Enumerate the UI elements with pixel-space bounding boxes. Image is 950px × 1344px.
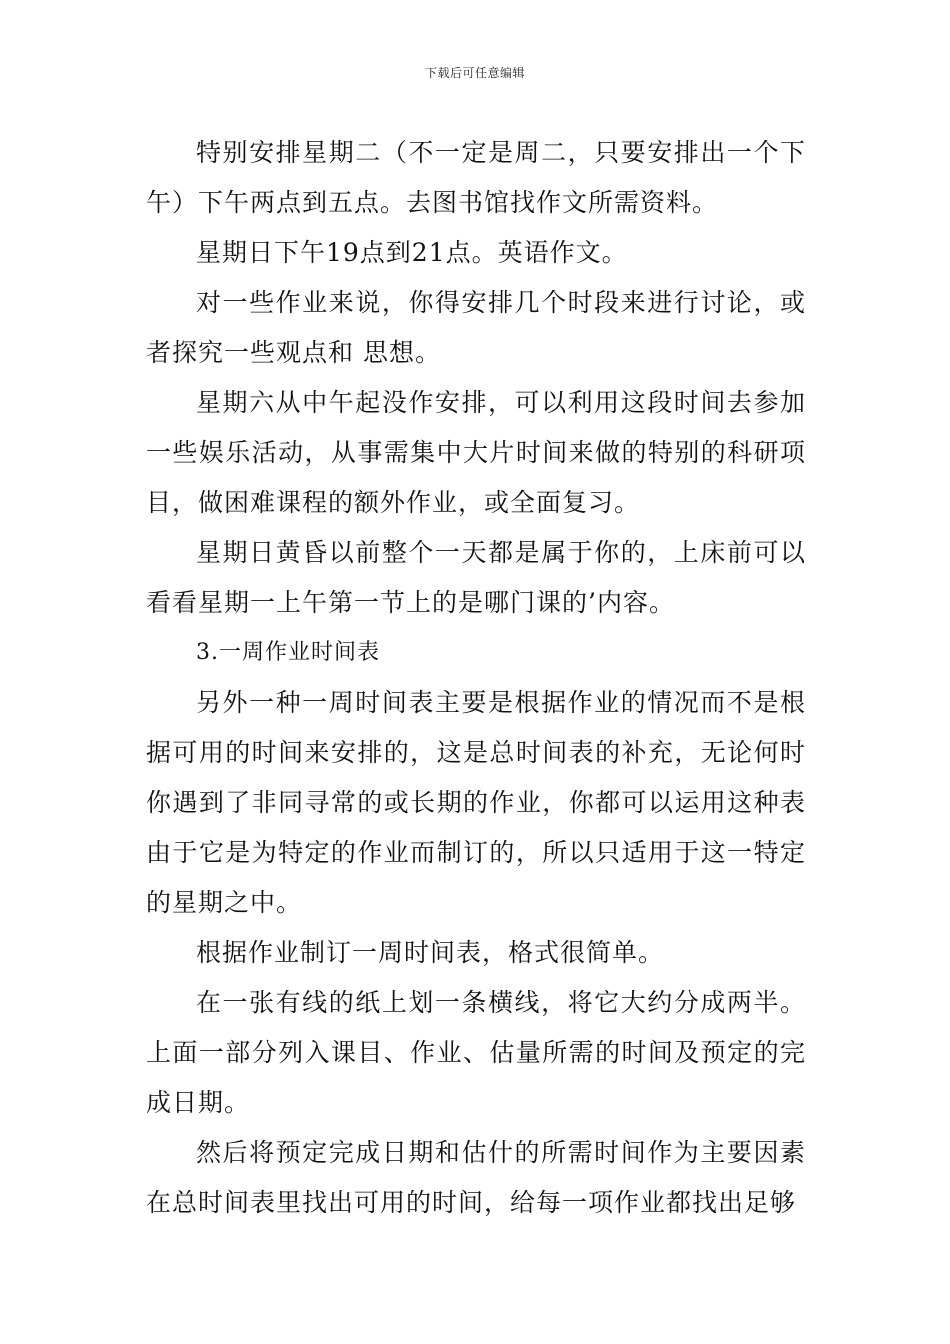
paragraph-sunday-english: 星期日下午19点到21点。英语作文。: [196, 238, 628, 267]
document-body: [146, 128, 806, 1228]
paragraph-weekly-schedule-intro: 另外一种一周时间表主要是根据作业的情况而不是根据可用的时间来安排的，这是总时间表的补充，无论何时你遇到了非同寻常的或长期的作业，你都可以运用这种表由于它是为特定的作业而制订的，所以只适用于这一特定的星期之中。: [146, 688, 806, 917]
paragraph-format-simple: 根据作业制订一周时间表，格式很简单。: [196, 938, 665, 967]
paragraph-saturday-free: 星期六从中午起没作安排，可以利用这段时间去参加一些娱乐活动，从事需集中大片时间来做的特别的科研项目，做困难课程的额外作业，或全面复习。: [146, 388, 806, 517]
section-heading-weekly-assignment-schedule: 3.一周作业时间表: [196, 640, 380, 665]
paragraph-draw-line: 在一张有线的纸上划一条横线，将它大约分成两半。上面一部分列入课目、作业、估量所需的时间及预定的完成日期。: [146, 988, 806, 1117]
paragraph-find-time: 然后将预定完成日期和估什的所需时间作为主要因素在总时间表里找出可用的时间，给每一项作业都找出足够: [146, 1138, 806, 1217]
page-header-note: 下载后可任意编辑: [424, 66, 525, 80]
paragraph-sunday-free: 星期日黄昏以前整个一天都是属于你的，上床前可以看看星期一上午第一节上的是哪门课的’内容。: [146, 538, 806, 617]
paragraph-tuesday-library: 特别安排星期二（不一定是周二，只要安排出一个下午）下午两点到五点。去图书馆找作文所需资料。: [146, 138, 806, 217]
paragraph-discussion-sessions: 对一些作业来说，你得安排几个时段来进行讨论，或者探究一些观点和 思想。: [146, 288, 806, 367]
